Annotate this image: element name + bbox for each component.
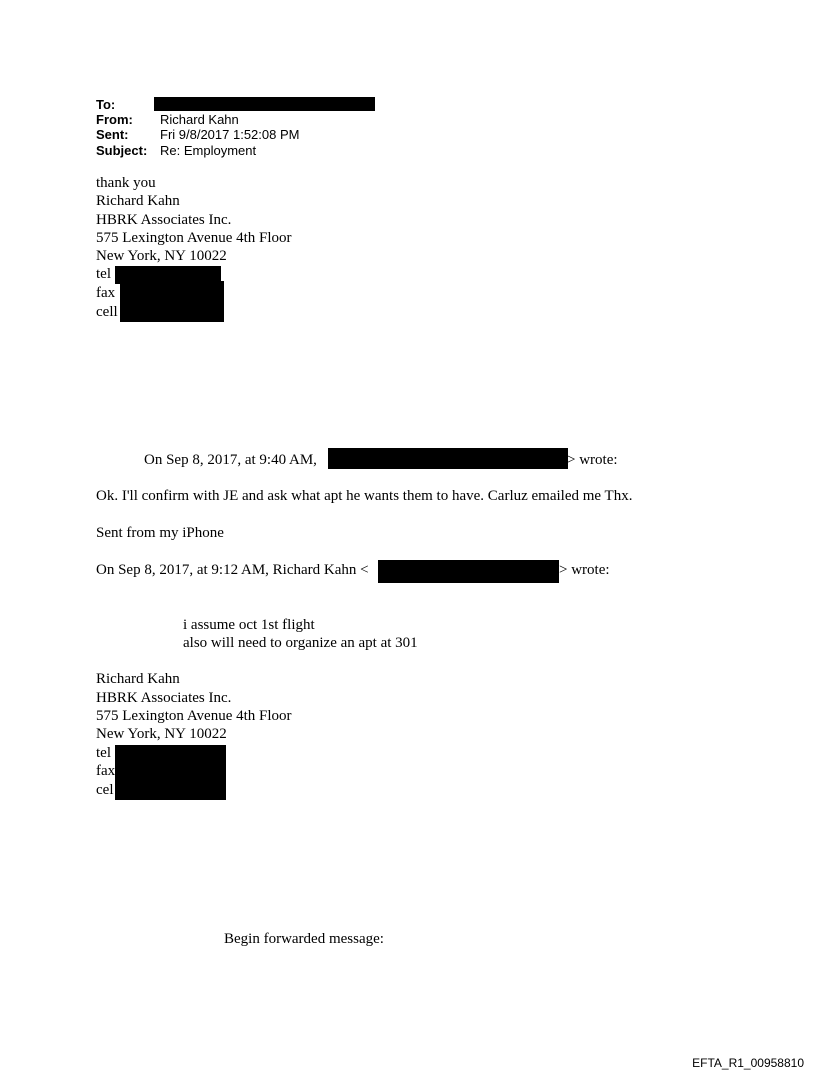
reply-text: thank you — [96, 175, 156, 191]
redacted-to-address — [154, 97, 375, 111]
signature-address: 575 Lexington Avenue 4th Floor — [96, 230, 292, 246]
sent-label: Sent: — [96, 127, 129, 142]
quote1-body: Ok. I'll confirm with JE and ask what apt he wants them to have. Carluz emailed me Thx. — [96, 488, 633, 504]
forwarded-message-label: Begin forwarded message: — [224, 931, 384, 947]
signature-tel-label: tel — [96, 266, 111, 282]
subject-value: Re: Employment — [160, 143, 257, 158]
quote1-attribution-prefix: On Sep 8, 2017, at 9:40 AM, — [144, 452, 317, 468]
redacted-fax-cell — [120, 281, 224, 322]
quote2-signature-city: New York, NY 10022 — [96, 726, 227, 742]
quote2-signature-fax-label: fax — [96, 763, 116, 779]
from-label: From: — [96, 112, 133, 127]
subject-label: Subject: — [96, 143, 148, 158]
from-value: Richard Kahn — [160, 112, 239, 127]
signature-name: Richard Kahn — [96, 193, 180, 209]
quote1-attribution-suffix: > wrote: — [567, 452, 618, 468]
quote2-attribution-prefix: On Sep 8, 2017, at 9:12 AM, Richard Kahn < — [96, 562, 369, 578]
quote2-attribution-suffix: > wrote: — [559, 562, 610, 578]
signature-fax-label: fax — [96, 285, 116, 301]
quote1-sent-from: Sent from my iPhone — [96, 525, 224, 541]
document-id: EFTA_R1_00958810 — [692, 1056, 804, 1070]
redacted-contact-numbers — [115, 745, 226, 800]
redacted-sender-2 — [378, 560, 559, 583]
signature-city: New York, NY 10022 — [96, 248, 227, 264]
to-label: To: — [96, 97, 116, 112]
quote2-body-line2: also will need to organize an apt at 301 — [183, 635, 418, 651]
sent-value: Fri 9/8/2017 1:52:08 PM — [160, 127, 300, 142]
quote2-signature-name: Richard Kahn — [96, 671, 180, 687]
signature-cell-label: cell — [96, 304, 118, 320]
quote2-signature-cell-label: cel — [96, 782, 114, 798]
quote2-signature-tel-label: tel — [96, 745, 111, 761]
quote2-body-line1: i assume oct 1st flight — [183, 617, 315, 633]
quote2-signature-company: HBRK Associates Inc. — [96, 690, 232, 706]
redacted-sender-1 — [328, 448, 568, 469]
signature-company: HBRK Associates Inc. — [96, 212, 232, 228]
quote2-signature-address: 575 Lexington Avenue 4th Floor — [96, 708, 292, 724]
